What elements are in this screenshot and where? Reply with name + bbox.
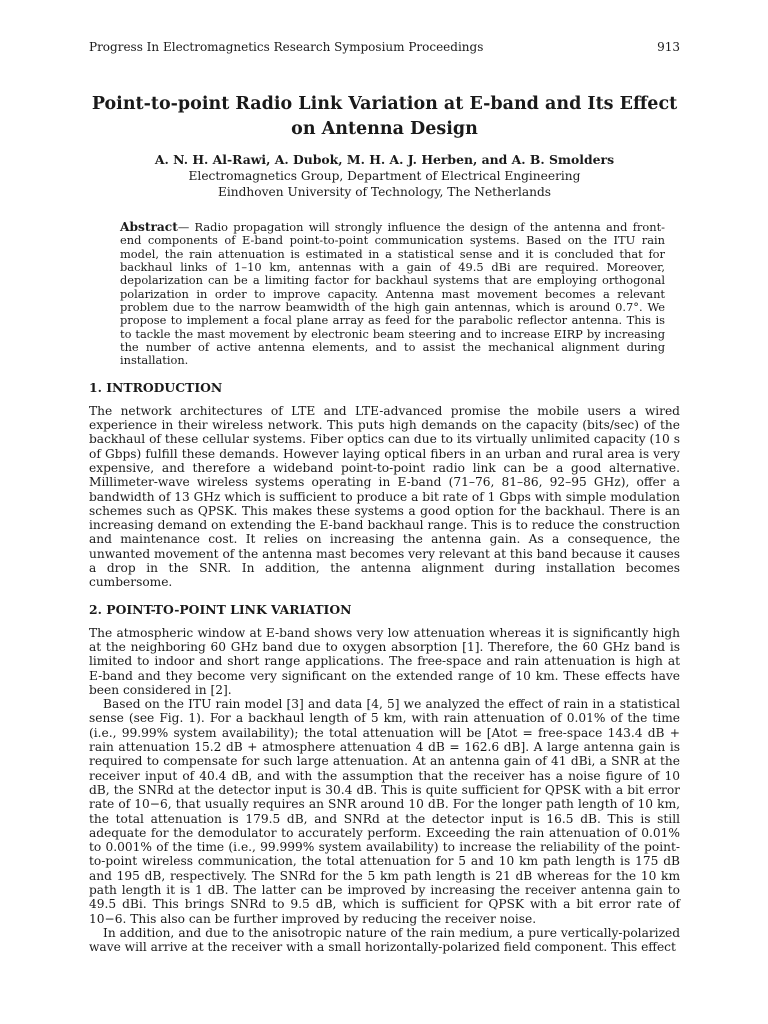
running-header [89,40,680,54]
link-variation-paragraph-3: In addition, and due to the anisotropic nature of the rain medium, a pure vertically-polarized wave will arrive at the receiver with a small horizontally-polarized field component. This effect [89,925,680,955]
paper-title: Point-to-point Radio Link Variation at E-band and Its Effect on Antenna Design [91,94,678,139]
link-variation-paragraph-2: Based on the ITU rain model [3] and data [4, 5] we analyzed the effect of rain in a statistical sense (see Fig. 1). For a backhaul length of 5 km, with rain attenuation of 0.01% of the time (i.e., 99.99% system availability); the total attenuation will be [Atot = free-space 143.4 dB + rain attenuation 15.2 dB + atmosphere attenuation 4 dB = 162.6 dB]. A large antenna gain is required to compensate for such large attenuation. At an antenna gain of 41 dBi, a SNR at the receiver input of 40.4 dB, and with the assumption that the receiver has a noise figure of 10 dB, the SNRd at the detector input is 30.4 dB. This is quite sufficient for QPSK with a bit error rate of 10−6, that usually requires an SNR around 10 dB. For the longer path length of 10 km, the total attenuation is 179.5 dB, and SNRd at the detector input is 16.5 dB. This is still adequate for the demodulator to accurately perform. Exceeding the rain attenuation of 0.01% to 0.001% of the time (i.e., 99.999% system availability) to increase the reliability of the point-to-point wireless communication, the total attenuation for 5 and 10 km path length is 175 dB and 195 dB, respectively. The SNRd for the 5 km path length is 21 dB whereas for the 10 km path length it is 1 dB. The latter can be improved by increasing the receiver antenna gain to 49.5 dBi. This brings SNRd to 9.5 dB, which is sufficient for QPSK with a bit error rate of 10−6. This also can be further improved by reducing the receiver noise. [89,697,680,926]
section-heading-introduction: 1. INTRODUCTION [89,379,223,395]
abstract-text: — Radio propagation will strongly influence the design of the antenna and front-end components of E-band point-to-point communication systems. Based on the ITU rain model, the rain attenuation is estimated in a statistical sense and it is concluded that for backhaul links of 1–10 km, antennas with a gain of 49.5 dBi are required. Moreover, depolarization can be a limiting factor for backhaul systems that are employing orthogonal polarization in order to improve capacity. Antenna mast movement becomes a relevant problem due to the narrow beamwidth of the high gain antennas, which is around 0.7°. We propose to implement a focal plane array as feed for the parabolic reflector antenna. This is to tackle the mast movement by electronic beam steering and to increase EIRP by increasing the number of active antenna elements, and to assist the mechanical alignment during installation. [120,220,665,368]
link-variation-paragraph-1: The atmospheric window at E-band shows very low attenuation whereas it is significantly high at the neighboring 60 GHz band due to oxygen absorption [1]. Therefore, the 60 GHz band is limited to indoor and short range applications. The free-space and rain attenuation is high at E-band and they become very significant on the extended range of 10 km. These effects have been considered in [2]. [89,625,680,697]
affiliation-line-2: Eindhoven University of Technology, The Netherlands [217,185,552,199]
abstract-label: Abstract [120,220,178,234]
affiliation-line-1: Electromagnetics Group, Department of Electrical Engineering [188,169,581,183]
page-number: 913 [657,40,680,54]
paper-page [89,40,680,954]
journal-name: Progress In Electromagnetics Research Symposium Proceedings [89,40,484,54]
abstract [120,221,665,368]
section-heading-link-variation: 2. POINT-TO-POINT LINK VARIATION [89,601,352,617]
intro-paragraph: The network architectures of LTE and LTE-advanced promise the mobile users a wired experience in their wireless network. This puts high demands on the capacity (bits/sec) of the backhaul of these cellular systems. Fiber optics can due to its virtually unlimited capacity (10 s of Gbps) fulfill these demands. However laying optical fibers in an urban and rural area is very expensive, and therefore a wideband point-to-point radio link can be a good alternative. Millimeter-wave wireless systems operating in E-band (71–76, 81–86, 92–95 GHz), offer a bandwidth of 13 GHz which is sufficient to produce a bit rate of 1 Gbps with simple modulation schemes such as QPSK. This makes these systems a good option for the backhaul. There is an increasing demand on extending the E-band backhaul range. This is to reduce the construction and maintenance cost. It relies on increasing the antenna gain. As a consequence, the unwanted movement of the antenna mast becomes very relevant at this band because it causes a drop in the SNR. In addition, the antenna alignment during installation becomes cumbersome. [89,403,680,590]
author-list: A. N. H. Al-Rawi, A. Dubok, M. H. A. J. Herben, and A. B. Smolders [154,152,615,167]
